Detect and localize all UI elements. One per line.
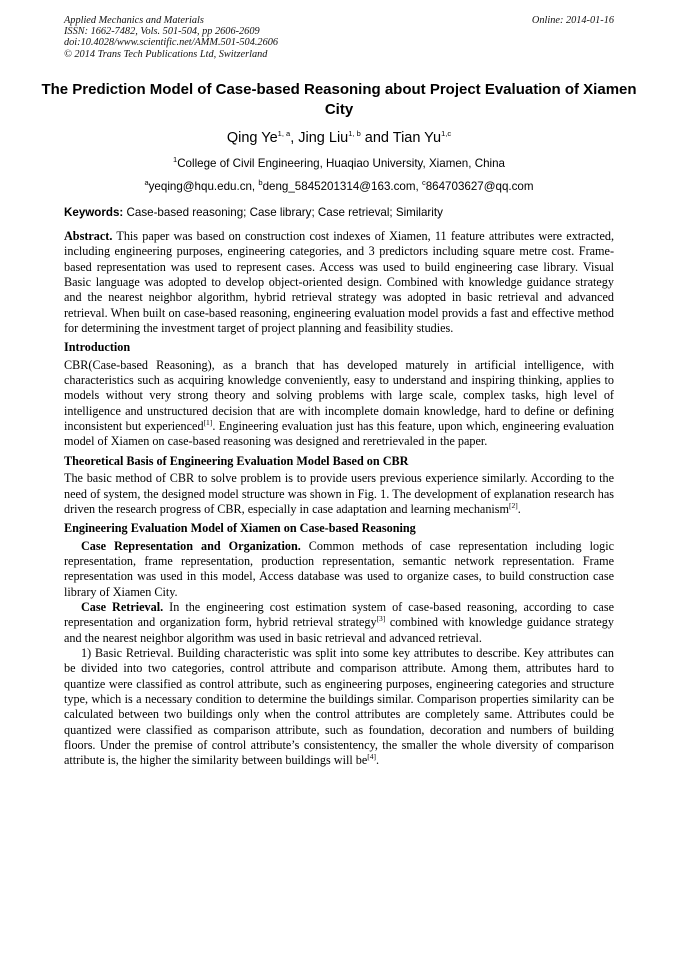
abstract-label: Abstract.: [64, 229, 113, 243]
paragraph-text: In the engineering cost estimation system of case-based reasoning, according to case representation and organization form, hybrid retrieval strategy: [64, 599, 614, 630]
email-sup: a: [144, 178, 149, 188]
affiliation-text: College of Civil Engineering, Huaqiao University, Xiamen, China: [177, 157, 505, 170]
keywords: [64, 206, 614, 219]
author-separator: and: [360, 130, 393, 146]
paragraph-text: combined with knowledge guidance strategy and the nearest neighbor algorithm was used in basic retrieval and advanced retrieval.: [64, 615, 614, 645]
paragraph-text: 1) Basic Retrieval. Building characteristic was split into some key attributes to describe. Key attributes can be divided into two categories, control attribute and comparison attribute. Among them, attributes hard to quantize were classified as control attribute, such as engineering purposes, engineering categories and structure type, which is a necessary condition to determine the buildings similar. Comparison properties similarity can be calculated between two buildings only when the control attributes are completely same. Attributes could be quantized were classified as comparison attribute, such as foundation, decoration and numbers of building floors. Under the premise of control attribute’s consistentency, the smaller the whole diversity of comparison attribute is, the higher the similarity between buildings will be: [64, 645, 614, 768]
issn: ISSN: 1662-7482, Vols. 501-504, pp 2606-2609: [64, 26, 260, 38]
paragraph-text: .: [376, 753, 380, 768]
email-link[interactable]: yeqing@hqu.edu.cn,: [148, 180, 259, 193]
basic-retrieval-paragraph: [64, 646, 614, 769]
theory-paragraph: [64, 471, 614, 517]
online-date: Online: 2014-01-16: [531, 15, 614, 26]
citation[interactable]: [4]: [367, 752, 377, 762]
email-link[interactable]: deng_5845201314@163.com,: [262, 180, 422, 193]
author-separator: ,: [290, 130, 299, 146]
citation[interactable]: [2]: [509, 500, 518, 510]
paper-title: The Prediction Model of Case-based Reasoning about Project Evaluation of Xiamen City: [41, 81, 637, 118]
subsection-label: Case Retrieval.: [81, 599, 164, 614]
journal-name: Applied Mechanics and Materials: [64, 15, 204, 26]
paragraph-text: .: [517, 501, 521, 516]
author-name: Jing Liu: [298, 130, 349, 146]
copyright: © 2014 Trans Tech Publications Ltd, Switzerland: [64, 48, 268, 60]
citation[interactable]: [1]: [203, 418, 213, 428]
email-list: [0, 180, 678, 193]
affiliation-sup: 1: [173, 155, 178, 165]
keywords-label: Keywords:: [64, 206, 124, 219]
author-sup: 1, b: [348, 129, 361, 139]
paragraph-text: Common methods of case representation including logic representation, frame representation, production representation, semantic network representation. Frame representation was used in this model, Access database was used to organize cases, to build construction case library of Xiamen City.: [64, 538, 615, 599]
doi[interactable]: doi:10.4028/www.scientific.net/AMM.501-504.2606: [64, 37, 279, 49]
abstract-text: This paper was based on construction cost indexes of Xiamen, 11 feature attributes were extracted, including engineering purposes, engineering categories, and 3 predictors including square metre cost. Frame-based representation was used to represent cases. Access was used to build engineering case library. Visual Basic language was adopted to develop object-oriented design. Combined with knowledge guidance strategy and the nearest neighbor algorithm, hybrid retrieval strategy was adopted in basic retrieval and advanced retrieval. When built on case-based reasoning, engineering evaluation model provids a fast and effective method for determining the investment target of project planning and feasibility studies.: [64, 229, 614, 336]
section-heading: Introduction: [64, 340, 131, 355]
author-name: Tian Yu: [392, 130, 442, 146]
paragraph-text: The basic method of CBR to solve problem is to provide users previous experience similarly. According to the need of system, the designed model structure was shown in Fig. 1. The development of explanation research has driven the research progress of CBR, especially in case adaptation and learning mechanism: [64, 471, 614, 516]
citation[interactable]: [3]: [376, 614, 386, 624]
section-heading: Theoretical Basis of Engineering Evaluation Model Based on CBR: [64, 453, 409, 468]
paragraph-text: CBR(Case-based Reasoning), as a branch that has developed maturely in artificial intelligence, with characteristics such as acquiring knowledge conveniently, easy to understand and inspiring thinking, applies to models without very strong theory and solving problems with large scale, complex tasks, high level of intelligence and unstructured decision that are with incomplete domain knowledge, hard to define or defining inconsistent but experienced: [64, 357, 614, 434]
intro-paragraph: [64, 358, 614, 450]
case-representation-paragraph: [64, 539, 614, 600]
keywords-text: Case-based reasoning; Case library; Case retrieval; Similarity: [123, 206, 443, 219]
author-sup: 1,c: [441, 129, 452, 139]
abstract: [64, 229, 614, 336]
email-sup: b: [258, 178, 263, 188]
author-list: [0, 130, 678, 146]
affiliation: [0, 157, 678, 170]
subsection-label: Case Representation and Organization.: [81, 538, 301, 553]
journal-header: [64, 15, 278, 60]
case-retrieval-paragraph: [64, 600, 614, 646]
section-heading: Engineering Evaluation Model of Xiamen on Case-based Reasoning: [64, 521, 416, 536]
author-sup: 1, a: [277, 129, 291, 139]
paragraph-text: . Engineering evaluation just has this feature, upon which, engineering evaluation model of Xiamen on case-based reasoning was designed and reretrievaled in the paper.: [64, 419, 614, 449]
author-name: Qing Ye: [226, 130, 278, 146]
email-link[interactable]: 864703627@qq.com: [425, 180, 534, 193]
email-sup: c: [421, 178, 426, 188]
paper-body: [64, 229, 614, 769]
